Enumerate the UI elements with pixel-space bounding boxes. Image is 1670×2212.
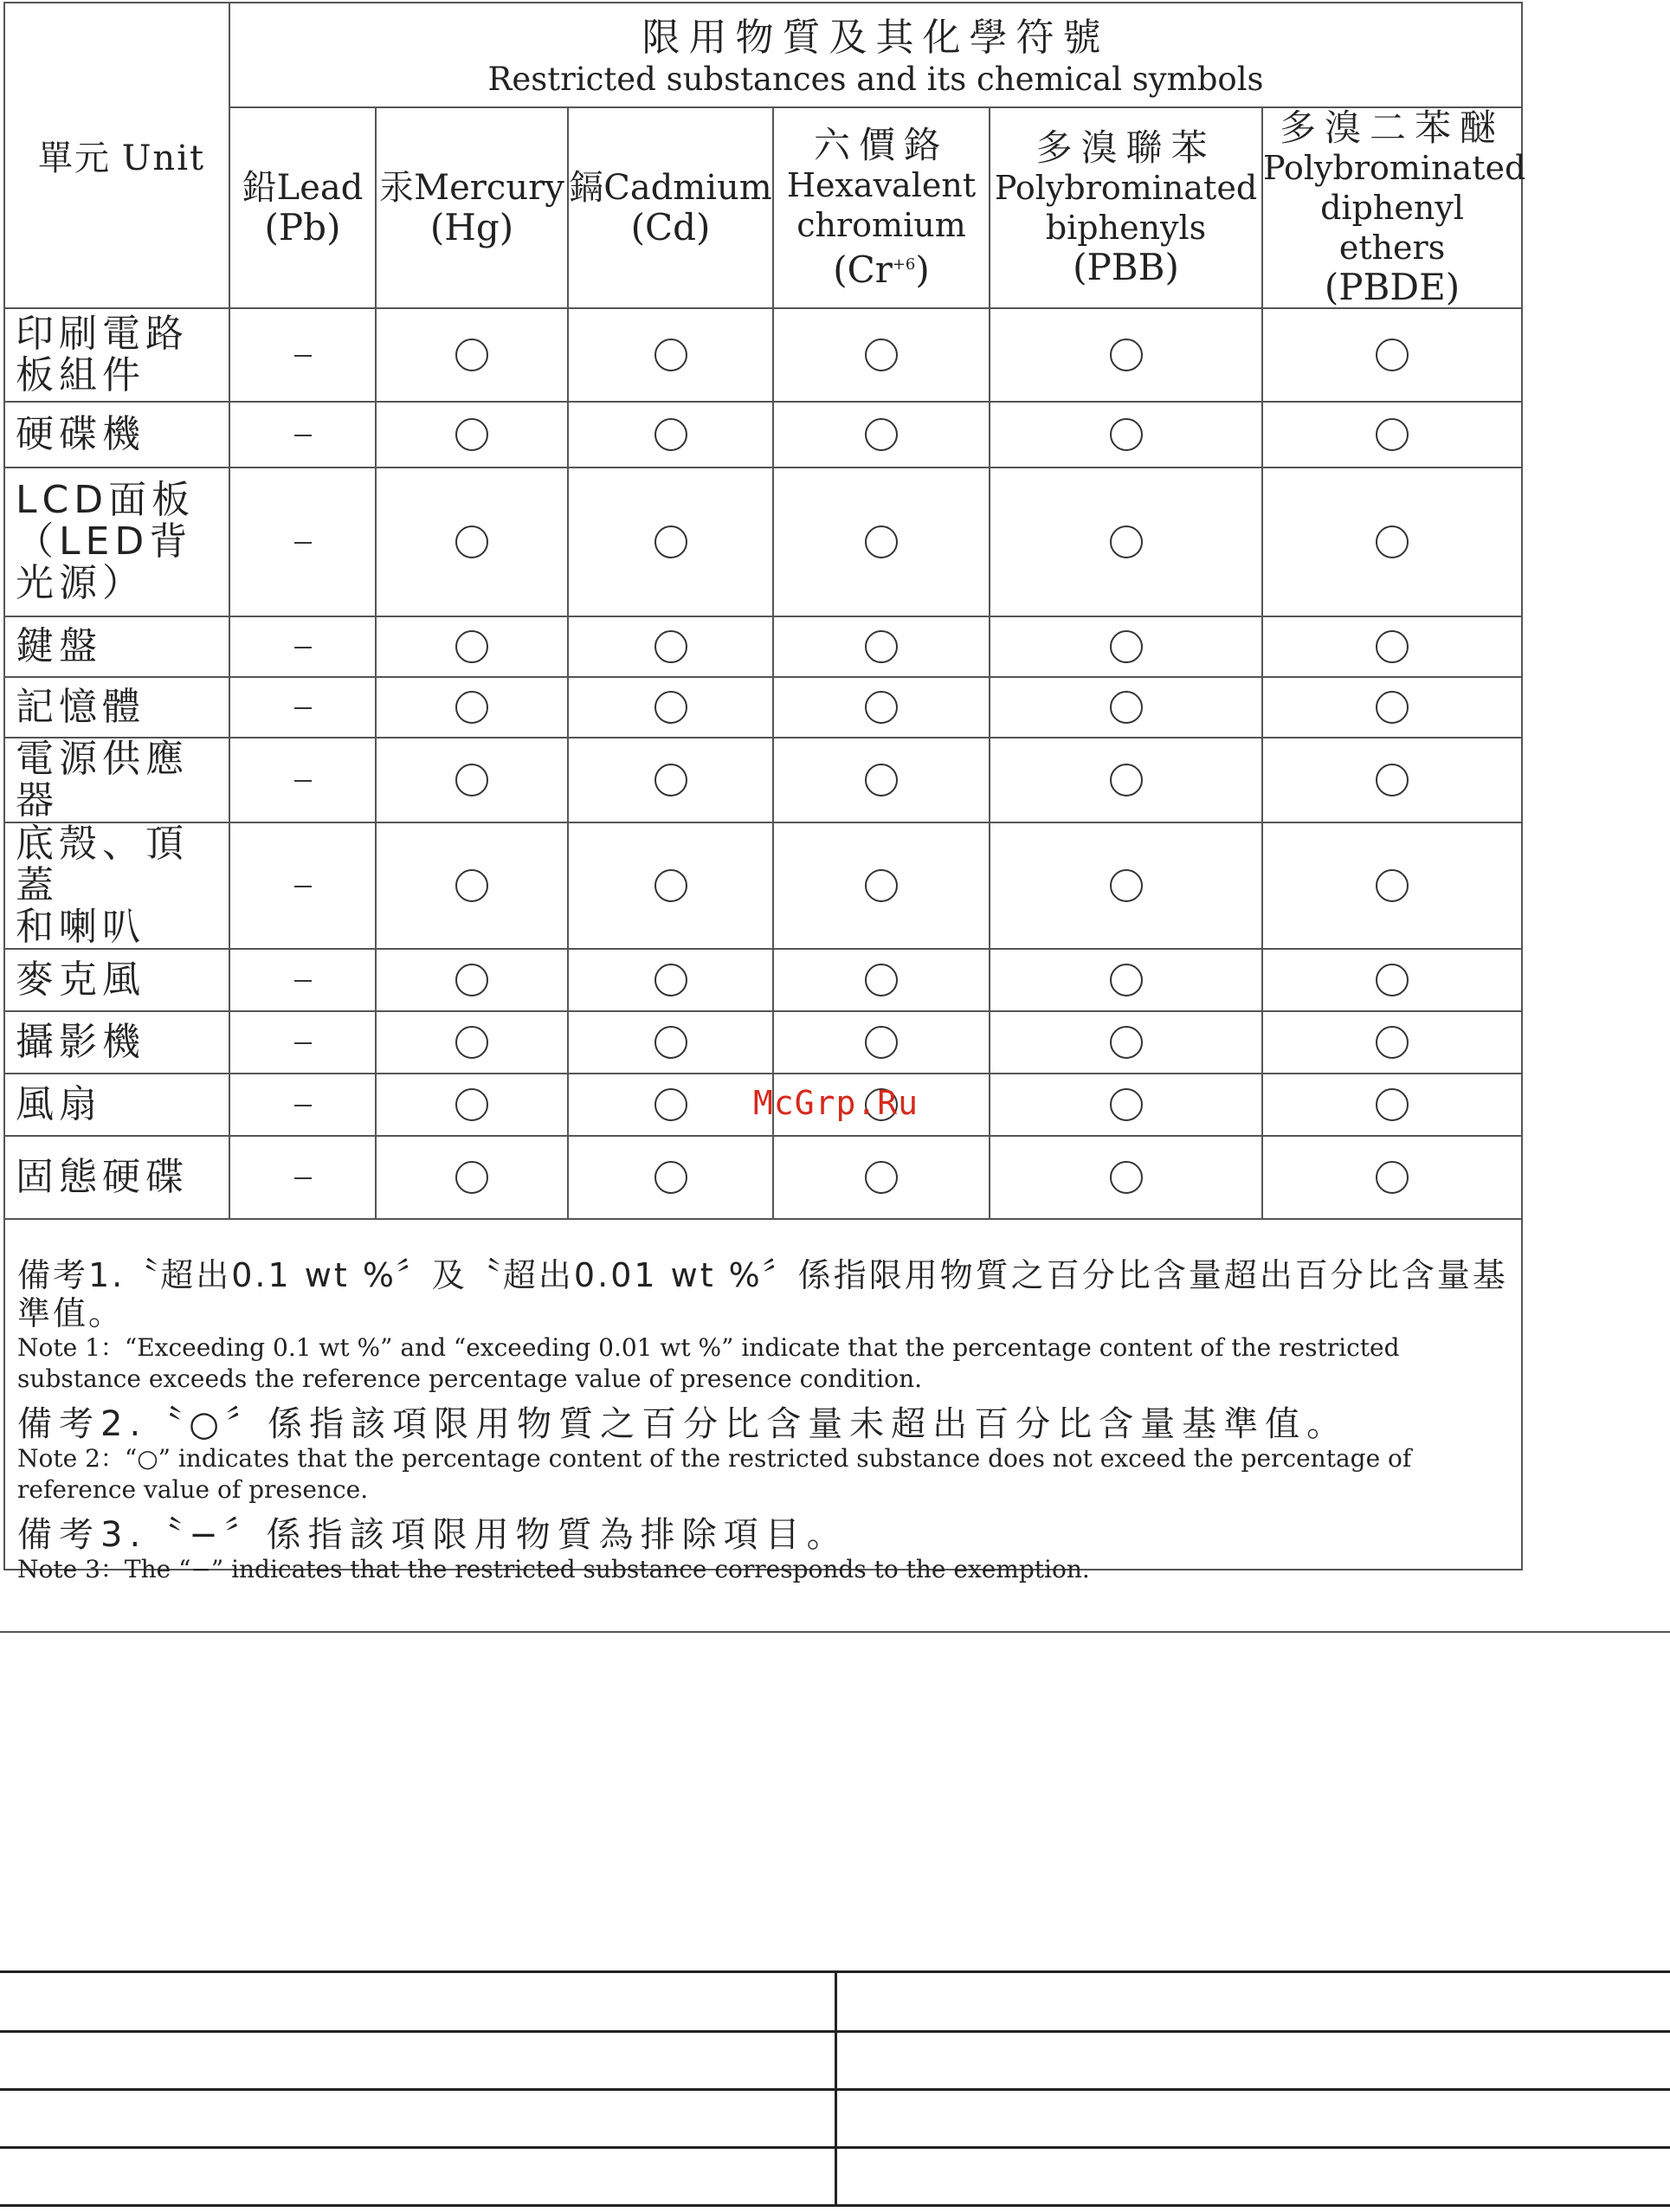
table-row bbox=[5, 738, 1521, 822]
mark-cell bbox=[1262, 616, 1521, 677]
table-title bbox=[229, 3, 1521, 107]
chromium-en-line1: Hexavalent bbox=[786, 166, 977, 204]
empty-cell bbox=[0, 1972, 835, 2032]
mark-cell bbox=[229, 402, 376, 468]
mark-cell bbox=[376, 738, 568, 822]
chromium-en-line2: chromium bbox=[796, 206, 966, 244]
circle-icon bbox=[1376, 339, 1409, 371]
table-row bbox=[5, 1011, 1521, 1074]
pbb-en-line1: Polybrominated bbox=[994, 169, 1258, 207]
table-row bbox=[5, 677, 1521, 738]
circle-icon bbox=[1110, 691, 1143, 724]
dash-icon bbox=[294, 886, 312, 887]
mark-cell bbox=[773, 402, 990, 468]
note2-en: Note 2：“○” indicates that the percentage content of the restricted substance does not exceed the percentage of reference value of presence. bbox=[17, 1444, 1412, 1504]
row-label bbox=[5, 822, 229, 949]
empty-table-row bbox=[0, 2090, 1670, 2148]
row-label-line: 鍵盤 bbox=[16, 624, 102, 668]
mark-cell bbox=[990, 402, 1262, 468]
circle-icon bbox=[455, 418, 488, 451]
circle-icon bbox=[455, 1088, 488, 1121]
table-title-zh: 限用物質及其化學符號 bbox=[642, 16, 1110, 60]
row-label-line: 記憶體 bbox=[16, 685, 145, 729]
mark-cell bbox=[773, 468, 990, 616]
mark-cell bbox=[229, 1136, 376, 1219]
circle-icon bbox=[865, 964, 898, 996]
row-label-line: 硬碟機 bbox=[16, 412, 145, 456]
column-header-lead bbox=[229, 107, 376, 308]
empty-table-row bbox=[0, 2032, 1670, 2090]
lead-en: Lead bbox=[276, 168, 364, 208]
mark-cell bbox=[568, 468, 773, 616]
rohs-table-body bbox=[5, 308, 1521, 1219]
circle-icon bbox=[455, 1026, 488, 1059]
circle-icon bbox=[654, 691, 687, 724]
mark-cell bbox=[990, 308, 1262, 402]
row-label bbox=[5, 949, 229, 1011]
table-row bbox=[5, 949, 1521, 1011]
dash-icon bbox=[294, 707, 312, 709]
mark-cell bbox=[376, 308, 568, 402]
column-header-pbb bbox=[990, 107, 1262, 308]
mark-cell bbox=[568, 402, 773, 468]
circle-icon bbox=[455, 764, 488, 796]
row-label-line: 固態硬碟 bbox=[16, 1155, 189, 1199]
circle-icon bbox=[1110, 964, 1143, 996]
horizontal-separator bbox=[0, 1631, 1670, 1633]
empty-table-row bbox=[0, 2148, 1670, 2206]
mercury-zh: 汞 bbox=[379, 168, 415, 208]
mark-cell bbox=[229, 616, 376, 677]
mark-cell bbox=[229, 738, 376, 822]
circle-icon bbox=[1110, 764, 1143, 796]
mark-cell bbox=[568, 1011, 773, 1074]
dash-icon bbox=[294, 1105, 312, 1106]
column-header-pbde bbox=[1262, 106, 1526, 308]
mark-cell bbox=[229, 308, 376, 402]
mark-cell bbox=[773, 677, 990, 738]
mercury-symbol: (Hg) bbox=[429, 206, 514, 248]
mark-cell bbox=[773, 1011, 990, 1074]
rohs-table-box bbox=[3, 2, 1526, 1583]
mark-cell bbox=[1262, 949, 1521, 1011]
mark-cell bbox=[229, 1011, 376, 1074]
mercury-en: Mercury bbox=[414, 168, 564, 208]
row-label bbox=[5, 677, 229, 738]
note3-zh: 備考3.〝−〞係指該項限用物質為排除項目。 bbox=[17, 1515, 848, 1555]
mark-cell bbox=[376, 1011, 568, 1074]
dash-icon bbox=[294, 435, 312, 436]
mark-cell bbox=[568, 1136, 773, 1219]
mark-cell bbox=[376, 949, 568, 1011]
note1-en: Note 1：“Exceeding 0.1 wt %” and “exceeding 0.01 wt %” indicate that the percentage content of the restricted substance exceeds the reference percentage value of presence condition. bbox=[17, 1333, 1400, 1393]
circle-icon bbox=[1376, 691, 1409, 724]
mark-cell bbox=[1262, 1011, 1521, 1074]
circle-icon bbox=[1110, 418, 1143, 451]
dash-icon bbox=[294, 1177, 312, 1179]
mark-cell bbox=[990, 616, 1262, 677]
circle-icon bbox=[1376, 630, 1409, 663]
mark-cell bbox=[568, 822, 773, 949]
mark-cell bbox=[773, 822, 990, 949]
row-label-line: （LED背 bbox=[16, 519, 193, 564]
mark-cell bbox=[990, 1011, 1262, 1074]
circle-icon bbox=[654, 764, 687, 796]
circle-icon bbox=[865, 339, 898, 371]
circle-icon bbox=[455, 526, 488, 558]
table-row bbox=[5, 308, 1521, 402]
empty-cell bbox=[0, 2090, 835, 2148]
mark-cell bbox=[990, 738, 1262, 822]
mark-cell bbox=[990, 677, 1262, 738]
mark-cell bbox=[1262, 1074, 1521, 1136]
cadmium-en: Cadmium bbox=[603, 168, 772, 208]
empty-table bbox=[0, 1970, 1670, 2207]
dash-icon bbox=[294, 1042, 312, 1044]
row-label-line: 板組件 bbox=[16, 353, 145, 397]
circle-icon bbox=[455, 630, 488, 663]
circle-icon bbox=[455, 869, 488, 902]
cadmium-zh: 鎘 bbox=[569, 168, 604, 208]
circle-icon bbox=[865, 869, 898, 902]
circle-icon bbox=[654, 869, 687, 902]
mark-cell bbox=[990, 468, 1262, 616]
circle-icon bbox=[455, 691, 488, 724]
chromium-symbol: $(Cr^{+6})$ bbox=[833, 248, 930, 291]
circle-icon bbox=[654, 1088, 687, 1121]
circle-icon bbox=[1110, 1088, 1143, 1121]
unit-header bbox=[5, 3, 229, 308]
circle-icon bbox=[1376, 526, 1409, 558]
mark-cell bbox=[376, 616, 568, 677]
circle-icon bbox=[865, 1026, 898, 1059]
mark-cell bbox=[773, 1136, 990, 1219]
mark-cell bbox=[1262, 308, 1521, 402]
row-label bbox=[5, 616, 229, 677]
chromium-zh: 六價鉻 bbox=[813, 124, 949, 166]
restricted-substances-table bbox=[5, 3, 1526, 1670]
mark-cell bbox=[568, 738, 773, 822]
circle-icon bbox=[1110, 1161, 1143, 1194]
note1-zh: 備考1.〝超出0.1 wt %〞及〝超出0.01 wt %〞係指限用物質之百分比含量超出百分比含量基準值。 bbox=[17, 1256, 1508, 1332]
mark-cell bbox=[568, 677, 773, 738]
circle-icon bbox=[1376, 764, 1409, 796]
mark-cell bbox=[229, 677, 376, 738]
circle-icon bbox=[654, 630, 687, 663]
mark-cell bbox=[229, 949, 376, 1011]
mark-cell bbox=[1262, 822, 1521, 949]
circle-icon bbox=[1110, 630, 1143, 663]
mark-cell bbox=[568, 949, 773, 1011]
column-header-cadmium bbox=[568, 107, 773, 308]
circle-icon bbox=[455, 1161, 488, 1194]
row-label bbox=[5, 308, 229, 402]
mark-cell bbox=[568, 616, 773, 677]
empty-cell bbox=[835, 2090, 1670, 2148]
circle-icon bbox=[654, 1026, 687, 1059]
note2-zh: 備考2.〝○〞係指該項限用物質之百分比含量未超出百分比含量基準值。 bbox=[17, 1404, 1349, 1444]
table-row bbox=[5, 822, 1521, 949]
column-header-hexavalent-chromium bbox=[773, 107, 990, 308]
circle-icon bbox=[1376, 418, 1409, 451]
mark-cell bbox=[1262, 1136, 1521, 1219]
mark-cell bbox=[376, 1074, 568, 1136]
circle-icon bbox=[865, 526, 898, 558]
note3-en: Note 3：The “−” indicates that the restricted substance corresponds to the exemption. bbox=[17, 1555, 1090, 1583]
mark-cell bbox=[773, 308, 990, 402]
empty-table-row bbox=[0, 1972, 1670, 2032]
mark-cell bbox=[773, 738, 990, 822]
empty-cell bbox=[835, 1972, 1670, 2032]
pbde-symbol: (PBDE) bbox=[1324, 266, 1460, 308]
table-row bbox=[5, 1136, 1521, 1219]
cadmium-symbol: (Cd) bbox=[630, 206, 711, 248]
mark-cell bbox=[568, 308, 773, 402]
column-header-mercury bbox=[376, 107, 568, 308]
circle-icon bbox=[865, 764, 898, 796]
row-label-line: 和喇叭 bbox=[16, 905, 145, 949]
circle-icon bbox=[1376, 1161, 1409, 1194]
mark-cell bbox=[376, 1136, 568, 1219]
dash-icon bbox=[294, 647, 312, 648]
row-label-line: 麥克風 bbox=[16, 958, 145, 1002]
mark-cell bbox=[990, 1136, 1262, 1219]
circle-icon bbox=[865, 418, 898, 451]
mark-cell bbox=[376, 822, 568, 949]
mark-cell bbox=[229, 1074, 376, 1136]
mark-cell bbox=[376, 468, 568, 616]
row-label-line: LCD面板 bbox=[16, 478, 196, 522]
circle-icon bbox=[654, 1161, 687, 1194]
pbb-symbol: (PBB) bbox=[1073, 246, 1179, 288]
row-label-line: 印刷電路 bbox=[16, 312, 189, 356]
circle-icon bbox=[654, 526, 687, 558]
table-row bbox=[5, 468, 1521, 616]
circle-icon bbox=[1376, 869, 1409, 902]
empty-cell bbox=[835, 2148, 1670, 2206]
pbde-zh: 多溴二苯醚 bbox=[1280, 106, 1506, 149]
row-label bbox=[5, 738, 229, 822]
mark-cell bbox=[990, 1074, 1262, 1136]
mark-cell bbox=[229, 468, 376, 616]
row-label bbox=[5, 468, 229, 616]
row-label-line: 底殼、頂蓋 bbox=[16, 822, 189, 907]
mark-cell bbox=[990, 949, 1262, 1011]
unit-header-zh: 單元 bbox=[38, 139, 111, 178]
circle-icon bbox=[1110, 339, 1143, 371]
dash-icon bbox=[294, 780, 312, 782]
mark-cell bbox=[1262, 402, 1521, 468]
row-label bbox=[5, 1136, 229, 1219]
mark-cell bbox=[1262, 738, 1521, 822]
mark-cell bbox=[773, 949, 990, 1011]
row-label-line: 風扇 bbox=[16, 1082, 102, 1126]
mark-cell bbox=[229, 822, 376, 949]
circle-icon bbox=[654, 339, 687, 371]
circle-icon bbox=[455, 339, 488, 371]
table-row bbox=[5, 402, 1521, 468]
dash-icon bbox=[294, 355, 312, 357]
circle-icon bbox=[654, 964, 687, 996]
pbb-en-line2: biphenyls bbox=[1045, 209, 1207, 247]
mark-cell bbox=[568, 1074, 773, 1136]
pbde-en-line2: diphenyl ethers bbox=[1320, 189, 1464, 267]
circle-icon bbox=[1110, 1026, 1143, 1059]
row-label-line: 光源） bbox=[16, 561, 145, 605]
mark-cell bbox=[773, 616, 990, 677]
circle-icon bbox=[865, 691, 898, 724]
row-label bbox=[5, 402, 229, 468]
watermark: McGrp.Ru bbox=[753, 1084, 919, 1122]
notes-section bbox=[5, 1219, 1521, 1670]
empty-cell bbox=[835, 2032, 1670, 2090]
row-label bbox=[5, 1011, 229, 1074]
circle-icon bbox=[455, 964, 488, 996]
mark-cell bbox=[376, 677, 568, 738]
table-title-en: Restricted substances and its chemical symbols bbox=[487, 61, 1264, 98]
empty-cell bbox=[0, 2148, 835, 2206]
circle-icon bbox=[1110, 526, 1143, 558]
pbde-en-line1: Polybrominated bbox=[1263, 149, 1526, 187]
lead-symbol: (Pb) bbox=[264, 206, 341, 248]
dash-icon bbox=[294, 980, 312, 982]
table-row bbox=[5, 616, 1521, 677]
circle-icon bbox=[654, 418, 687, 451]
circle-icon bbox=[1376, 1026, 1409, 1059]
mark-cell bbox=[1262, 677, 1521, 738]
dash-icon bbox=[294, 542, 312, 544]
unit-header-en: Unit bbox=[121, 139, 206, 178]
circle-icon bbox=[865, 1161, 898, 1194]
row-label-line: 電源供應器 bbox=[16, 737, 189, 822]
circle-icon bbox=[1110, 869, 1143, 902]
mark-cell bbox=[1262, 468, 1521, 616]
circle-icon bbox=[1376, 1088, 1409, 1121]
row-label bbox=[5, 1074, 229, 1136]
empty-cell bbox=[0, 2032, 835, 2090]
mark-cell bbox=[990, 822, 1262, 949]
circle-icon bbox=[865, 630, 898, 663]
mark-cell bbox=[376, 402, 568, 468]
row-label-line: 攝影機 bbox=[16, 1020, 145, 1064]
circle-icon bbox=[1376, 964, 1409, 996]
pbb-zh: 多溴聯苯 bbox=[1035, 126, 1216, 169]
lead-zh: 鉛 bbox=[242, 168, 277, 208]
